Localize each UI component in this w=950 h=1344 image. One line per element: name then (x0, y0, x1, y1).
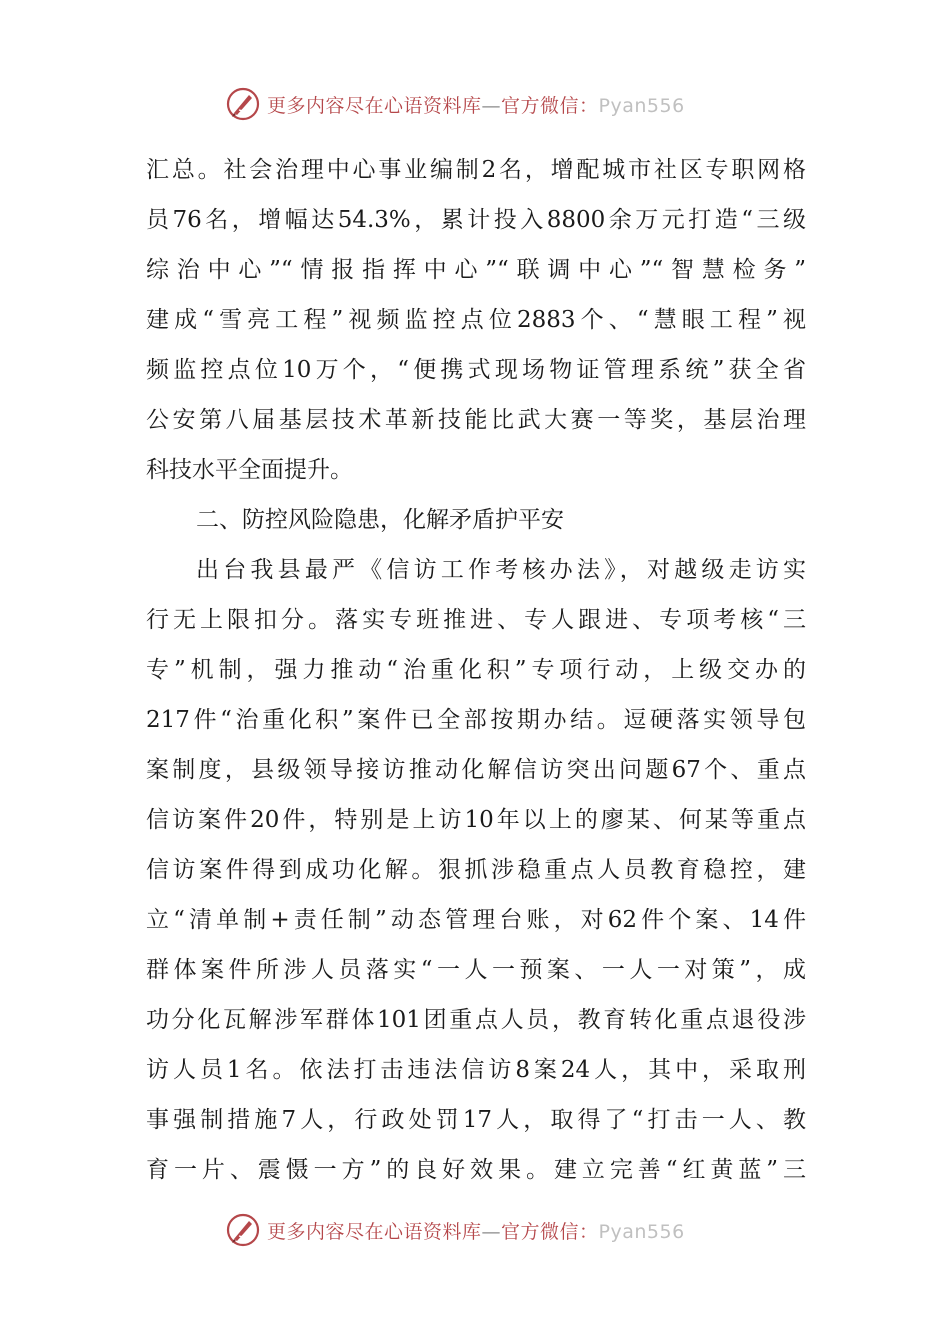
paragraph-first-line: 出台我县最严《信访工作考核办法》，对越级走访实 (196, 557, 806, 583)
watermark-dash: — (481, 94, 502, 117)
text-line: 员76名，增幅达54.3%，累计投入8800余万元打造“三级 (146, 207, 806, 233)
watermark-handle: Pyan556 (598, 94, 685, 117)
text-line: 育一片、震慑一方”的良好效果。建立完善“红黄蓝”三 (146, 1157, 806, 1183)
text-line: 科技水平全面提升。 (146, 457, 353, 483)
text-line: 案制度，县级领导接访推动化解信访突出问题67个、重点 (146, 757, 806, 783)
text-line: 汇总。社会治理中心事业编制2名，增配城市社区专职网格 (146, 157, 806, 183)
text-line: 信访案件20件，特别是上访10年以上的廖某、何某等重点 (146, 807, 806, 833)
text-line: 功分化瓦解涉军群体101团重点人员，教育转化重点退役涉 (146, 1007, 806, 1033)
text-line: 立“清单制+责任制”动态管理台账，对62件个案、14件 (146, 907, 806, 933)
watermark-official: 官方微信： (501, 94, 599, 117)
watermark-dash: — (481, 1220, 502, 1243)
text-line: 频监控点位10万个，“便携式现场物证管理系统”获全省 (146, 357, 806, 383)
text-line: 事强制措施7人，行政处罚17人，取得了“打击一人、教 (146, 1107, 806, 1133)
text-line: 建成“雪亮工程”视频监控点位2883个、“慧眼工程”视 (146, 307, 806, 333)
text-line: 访人员1名。依法打击违法信访8案24人，其中，采取刑 (146, 1057, 806, 1083)
text-line: 专”机制，强力推动“治重化积”专项行动，上级交办的 (146, 657, 806, 683)
quill-pen-logo-icon (225, 86, 261, 122)
text-line: 群体案件所涉人员落实“一人一预案、一人一对策”，成 (146, 957, 806, 983)
text-line: 信访案件得到成功化解。狠抓涉稳重点人员教育稳控，建 (146, 857, 806, 883)
header-watermark (225, 84, 685, 124)
watermark-official: 官方微信： (501, 1220, 599, 1243)
watermark-handle: Pyan556 (598, 1220, 685, 1243)
document-body (146, 145, 806, 1195)
quill-pen-logo-icon (225, 1212, 261, 1248)
section-heading: 二、防控风险隐患，化解矛盾护平安 (196, 507, 564, 533)
watermark-text: 更多内容尽在心语资料库 (267, 1220, 482, 1243)
footer-watermark (225, 1210, 685, 1250)
text-line: 行无上限扣分。落实专班推进、专人跟进、专项考核“三 (146, 607, 806, 633)
text-line: 公安第八届基层技术革新技能比武大赛一等奖，基层治理 (146, 407, 806, 433)
text-line: 217件“治重化积”案件已全部按期办结。逗硬落实领导包 (146, 707, 806, 733)
text-line: 综治中心”“情报指挥中心”“联调中心”“智慧检务” (146, 257, 806, 283)
watermark-text: 更多内容尽在心语资料库 (267, 94, 482, 117)
